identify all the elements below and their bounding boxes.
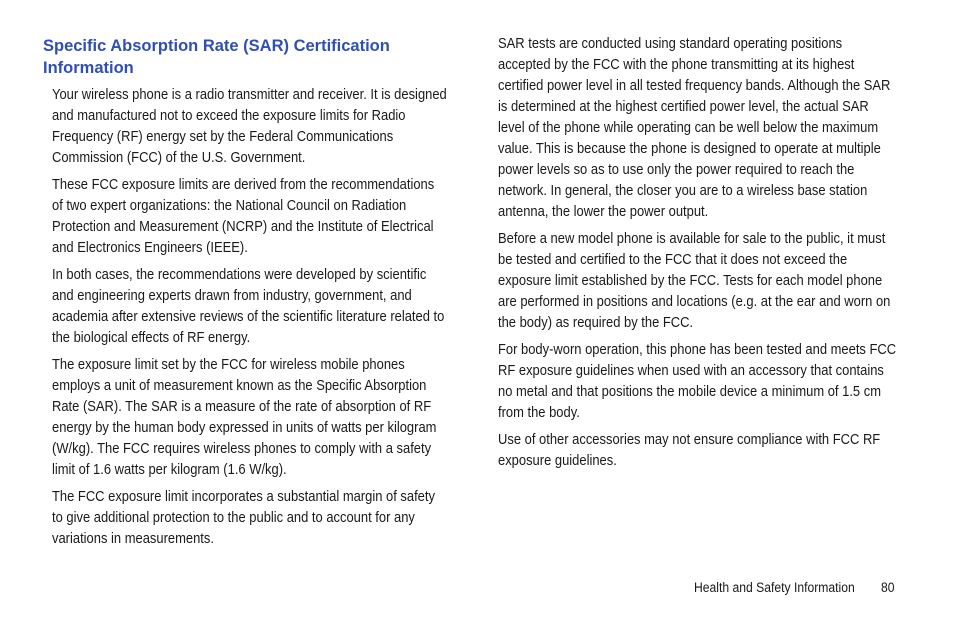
section-heading: Specific Absorption Rate (SAR) Certification Information bbox=[43, 37, 390, 77]
page-number: 80 bbox=[881, 580, 895, 595]
paragraph-accessories: Use of other accessories may not ensure compliance with FCC RF exposure guidelines. bbox=[498, 432, 881, 469]
paragraph-safety-margin: The FCC exposure limit incorporates a substantial margin of safety to give additional protection to the public and to account for any variations in measurements. bbox=[52, 489, 435, 547]
footer-section-title: Health and Safety Information bbox=[694, 580, 855, 595]
paragraph-sar-definition: The exposure limit set by the FCC for wireless mobile phones employs a unit of measurement known as the Specific Absorption Rate (SAR). The SAR is a measure of the rate of absorption of RF energy by the human body expressed in units of watts per kilogram (W/kg). The FCC requires wireless phones to comply with a safety limit of 1.6 watts per kilogram (1.6 W/kg). bbox=[52, 357, 437, 478]
left-column bbox=[52, 85, 447, 556]
paragraph-sar-tests: SAR tests are conducted using standard operating positions accepted by the FCC with the phone transmitting at its highest certified power level in all tested frequency bands. Although the SAR is determined at the highest certified power level, the actual SAR level of the phone while operating can be well below the maximum value. This is because the phone is designed to operate at multiple power levels so as to use only the power required to reach the network. In general, the closer you are to a wireless base station antenna, the lower the power output. bbox=[498, 36, 891, 220]
paragraph-expert-organizations: These FCC exposure limits are derived from the recommendations of two expert organizations: the National Council on Radiation Protection and Measurement (NCRP) and the Institute of Electrical and Electronics Engineers (IEEE). bbox=[52, 177, 435, 256]
paragraph-radio-transmitter: Your wireless phone is a radio transmitter and receiver. It is designed and manufactured not to exceed the exposure limits for Radio Frequency (RF) energy set by the Federal Communications Commission (FCC) of the U.S. Government. bbox=[52, 87, 447, 166]
right-column bbox=[498, 34, 897, 478]
paragraph-certification: Before a new model phone is available for sale to the public, it must be tested and certified to the FCC that it does not exceed the exposure limit established by the FCC. Tests for each model phone are performed in positions and locations (e.g. at the ear and worn on the body) as required by the FCC. bbox=[498, 231, 891, 331]
paragraph-recommendations: In both cases, the recommendations were developed by scientific and engineering experts drawn from industry, government, and academia after extensive reviews of the scientific literature related to the biological effects of RF energy. bbox=[52, 267, 445, 346]
paragraph-body-worn: For body-worn operation, this phone has been tested and meets FCC RF exposure guidelines when used with an accessory that contains no metal and that positions the mobile device a minimum of 1.5 cm from the body. bbox=[498, 342, 897, 421]
